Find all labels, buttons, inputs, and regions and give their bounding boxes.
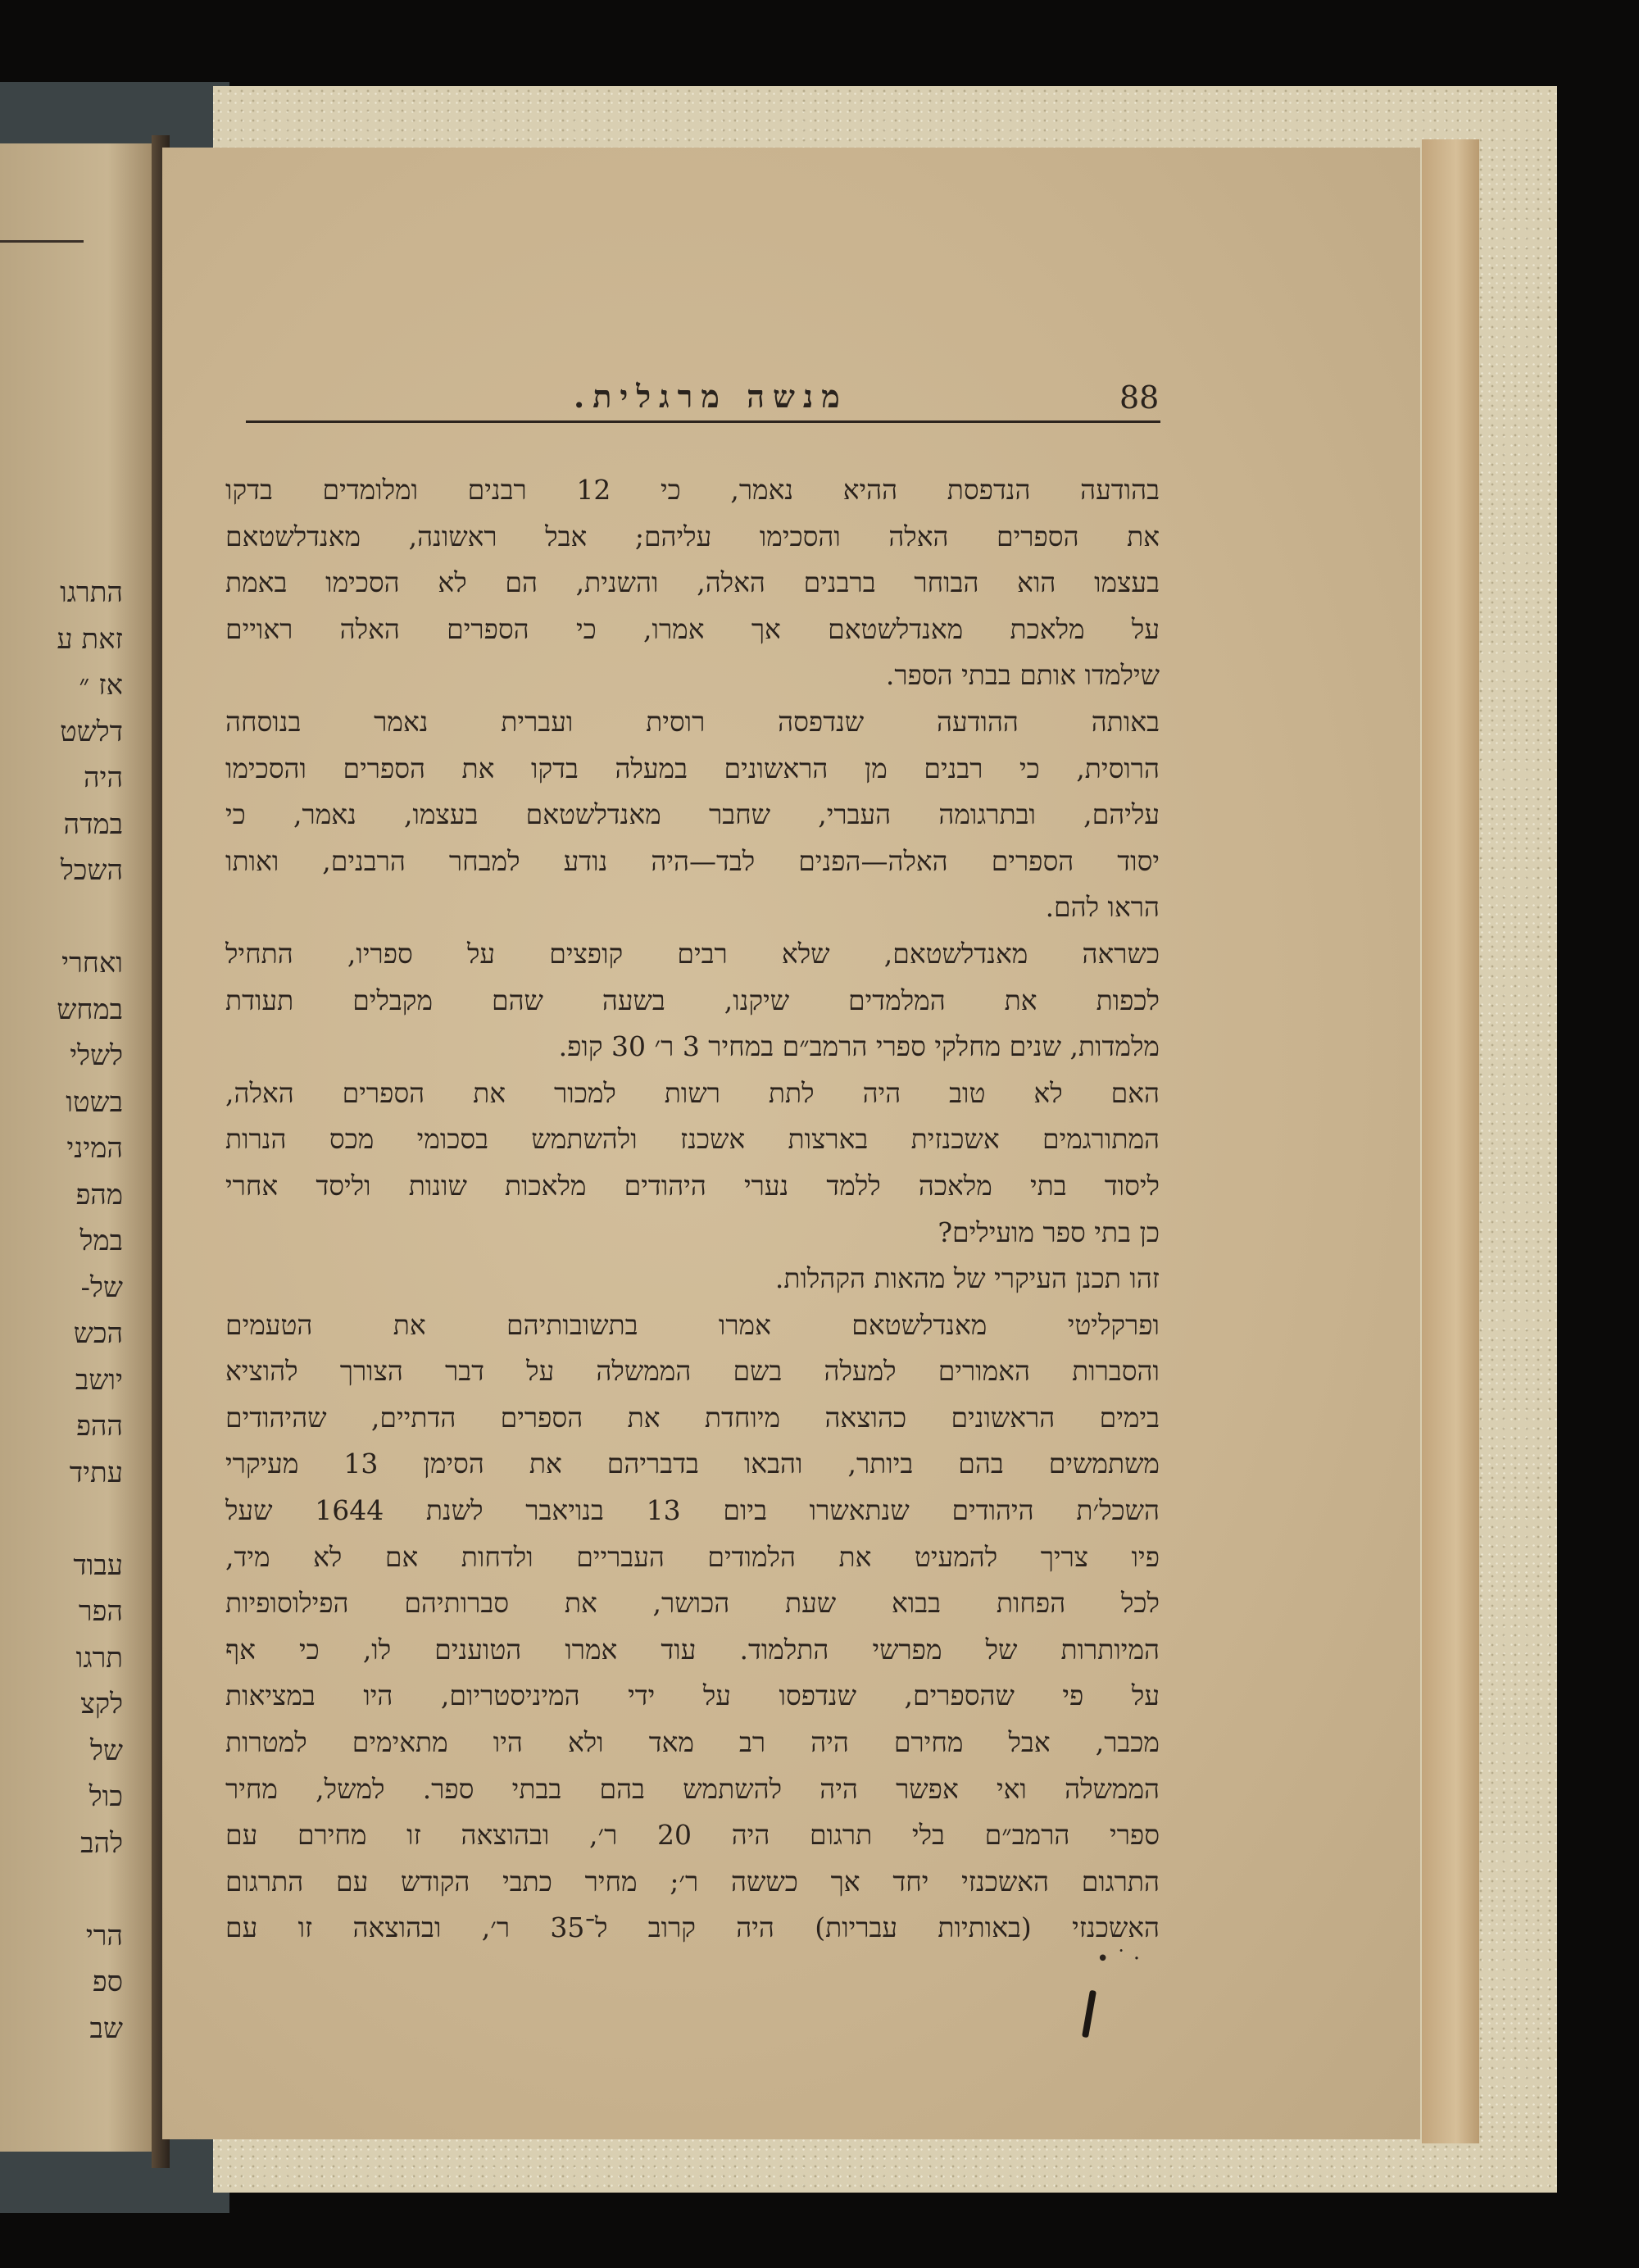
text-line: יסוד הספרים האלה—הפנים לבד—היה נודע למבחר הרבנים, ואותו bbox=[225, 844, 1160, 877]
left-page-line: במל bbox=[79, 1225, 123, 1257]
left-page-line: הפר bbox=[78, 1595, 123, 1628]
text-line: על פי שהספרים, שנדפסו על ידי המיניסטריום, היו במציאות bbox=[225, 1679, 1160, 1712]
left-page-line: ההפ bbox=[76, 1410, 123, 1443]
left-page-line: עתיד bbox=[69, 1456, 123, 1489]
left-page-line: הרי bbox=[85, 1919, 123, 1952]
left-page-line: זאת ע bbox=[57, 622, 123, 656]
text-line: הראו להם. bbox=[1045, 891, 1160, 924]
page-edges bbox=[1422, 139, 1479, 2143]
text-line: התרגום האשכנזי יחד אך כששה ר׳; מחיר כתבי הקודש עם התרגום bbox=[225, 1865, 1160, 1898]
left-page-line: עבוד bbox=[73, 1548, 123, 1582]
left-page-line: התרגו bbox=[60, 576, 123, 609]
text-line: השכל׳ת היהודים שנתאשרו ביום 13 בנויאבר לשנת 1644 שעל bbox=[225, 1494, 1160, 1527]
text-line: המתורגמים אשכנזית בארצות אשכנז ולהשתמש בסכומי מכס הנרות bbox=[225, 1123, 1160, 1156]
left-page-line: של bbox=[90, 1734, 123, 1767]
left-page-line: יושב bbox=[75, 1363, 123, 1397]
text-line: בעצמו הוא הבוחר ברבנים האלה, והשנית, הם לא הסכימו באמת bbox=[225, 566, 1160, 599]
left-page-line: תרגו bbox=[75, 1641, 123, 1675]
text-line: על מלאכת מאנדלשטאם אך אמרו, כי הספרים האלה ראויים bbox=[225, 612, 1160, 645]
text-line: לכל הפחות בבוא שעת הכושר, את סברותיהם הפילוסופיות bbox=[225, 1587, 1160, 1620]
page-header bbox=[246, 373, 1160, 422]
left-page-line: דלשט bbox=[60, 715, 123, 748]
header-rule bbox=[246, 420, 1160, 423]
left-page-header-rule bbox=[0, 240, 84, 243]
text-line: זהו תכנן העיקרי של מהאות הקהלות. bbox=[774, 1262, 1160, 1295]
text-line: בהודעה הנדפסת ההיא נאמר, כי 12 רבנים ומלומדים בדקו bbox=[225, 474, 1160, 506]
left-page-line bbox=[0, 1496, 123, 1543]
left-page-line: ואחרי bbox=[61, 947, 123, 979]
left-page-line: לשלי bbox=[70, 1039, 123, 1072]
text-line: עליהם, ובתרגומה העברי, שחבר מאנדלשטאם בעצמו, נאמר, כי bbox=[225, 798, 1160, 831]
left-page-line: בשטו bbox=[66, 1085, 123, 1119]
left-page-line: היה bbox=[83, 761, 123, 794]
text-line: את הספרים האלה והסכימו עליהם; אבל ראשונה, מאנדלשטאם bbox=[225, 520, 1160, 552]
text-line: משתמשים בהם ביותר, והבאו בדבריהם את הסימן 13 מעיקרי bbox=[225, 1448, 1160, 1480]
left-page-line: מהפ bbox=[75, 1178, 123, 1211]
running-title: מנשה מרגלית. bbox=[574, 378, 848, 415]
left-page-line: אז ״ bbox=[79, 669, 123, 702]
text-line: בימים הראשונים כהוצאה מיוחדת את הספרים הדתיים, שהיהודים bbox=[225, 1401, 1160, 1434]
left-page-line: ספ bbox=[92, 1966, 123, 1998]
left-page bbox=[0, 143, 154, 2152]
left-page-line: לקצ bbox=[80, 1688, 123, 1720]
text-line: ליסוד בתי מלאכה ללמד נערי היהודים מלאכות שונות וליסד אחרי bbox=[225, 1169, 1160, 1202]
left-page-line: השכל bbox=[60, 854, 123, 887]
text-line: באותה ההודעה שנדפסה רוסית ועברית נאמר בנוסחה bbox=[225, 705, 1160, 738]
text-line: מלמדות, שנים מחלקי ספרי הרמב״ם במחיר 3 ר׳ 30 קופ. bbox=[558, 1030, 1160, 1063]
left-page-line: כול bbox=[89, 1780, 123, 1813]
text-line: ספרי הרמב״ם בלי תרגום היה 20 ר׳, ובהוצאה זו מחירם עם bbox=[225, 1819, 1160, 1852]
left-page-text bbox=[0, 570, 123, 2052]
text-line: לכפות את המלמדים שיקנו, בשעה שהם מקבלים תעודת bbox=[225, 984, 1160, 1016]
left-page-line: במחש bbox=[57, 993, 123, 1026]
left-page-line bbox=[0, 894, 123, 941]
left-page-line: להב bbox=[80, 1826, 123, 1860]
text-line: האם לא טוב היה לתת רשות למכור את הספרים האלה, bbox=[225, 1076, 1160, 1109]
text-line: כן בתי ספר מועילים? bbox=[938, 1216, 1160, 1248]
text-line: פיו צריך להמעיט את הלמודים העבריים ולדחות אם לא מיד, bbox=[225, 1540, 1160, 1573]
text-line: שילמדו אותם בבתי הספר. bbox=[885, 659, 1160, 692]
body-text bbox=[225, 467, 1160, 1952]
text-line: מכבר, אבל מחירם היה רב מאד ולא היו מתאימים למטרות bbox=[225, 1726, 1160, 1759]
text-line: והסברות האמורים למעלה בשם הממשלה על דבר הצורך להוציא bbox=[225, 1355, 1160, 1388]
text-line: הממשלה ואי אפשר היה להשתמש בהם בבתי ספר. למשל, מחיר bbox=[225, 1772, 1160, 1805]
text-line: המיותרות של מפרשי התלמוד. עוד אמרו הטוענים לו, כי אף bbox=[225, 1633, 1160, 1666]
left-page-line: המיני bbox=[66, 1132, 123, 1165]
left-page-line: שב bbox=[89, 2011, 123, 2045]
left-page-line: של- bbox=[80, 1270, 123, 1304]
page-number: 88 bbox=[1119, 380, 1160, 416]
left-page-line bbox=[0, 1866, 123, 1913]
left-page-line: הכש bbox=[73, 1317, 123, 1350]
text-line: האשכנזי (באותיות עבריות) היה קרוב ל־35 ר׳, ובהוצאה זו עם bbox=[225, 1911, 1160, 1944]
ink-specks: • ˙ · bbox=[1096, 1947, 1141, 1971]
text-line: ופרקליטי מאנדלשטאם אמרו בתשובותיהם את הטעמים bbox=[225, 1308, 1160, 1341]
left-page-line: במדה bbox=[63, 807, 123, 841]
text-line: כשראה מאנדלשטאם, שלא רבים קופצים על ספריו, התחיל bbox=[225, 937, 1160, 970]
text-line: הרוסית, כי רבנים מן הראשונים במעלה בדקו את הספרים והסכימו bbox=[225, 752, 1160, 784]
